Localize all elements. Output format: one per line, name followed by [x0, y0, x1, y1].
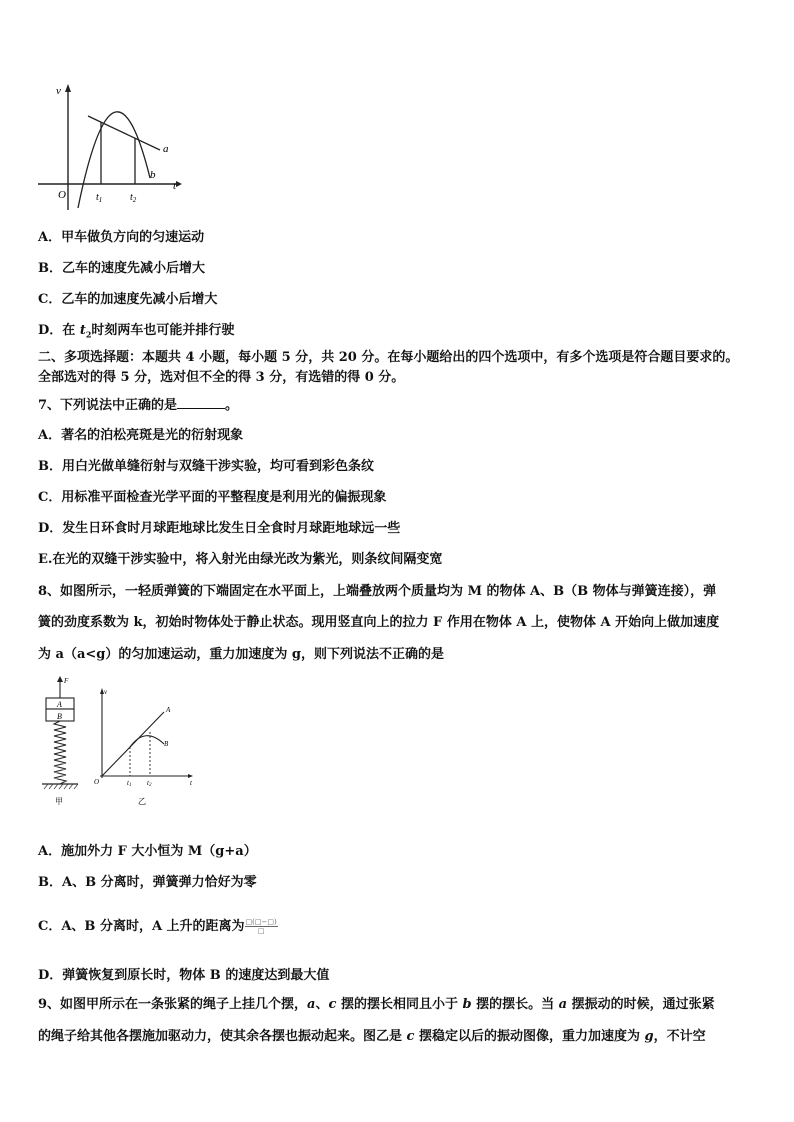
- force-arrow-head: [57, 676, 63, 682]
- graph2-origin: O: [94, 778, 100, 786]
- graph2-tick-t1: t1: [127, 779, 132, 788]
- q8-option-b: B．A、B 分离时，弹簧弹力恰好为零: [38, 875, 257, 890]
- q7-option-e: E.在光的双缝干涉实验中，将入射光由绿光改为紫光，则条纹间隔变宽: [38, 552, 443, 567]
- curve-B-label: B: [164, 740, 169, 748]
- graph2-t-label: t: [190, 779, 192, 787]
- label-a: a: [163, 143, 169, 155]
- origin-label: O: [58, 189, 66, 201]
- q6-option-a: A．甲车做负方向的匀速运动: [38, 230, 205, 245]
- caption-yi: 乙: [138, 797, 146, 806]
- block-a-label: A: [57, 700, 62, 709]
- q8-stem-line3: 为 a（a<g）的匀加速运动，重力加速度为 g，则下列说法不正确的是: [38, 647, 444, 662]
- q9-line2: 的绳子给其他各摆施加驱动力，使其余各摆也振动起来。图乙是 c 摆稳定以后的振动图像，重力加速度为 g，不计空: [38, 1029, 706, 1044]
- q7-option-a: A．著名的泊松亮斑是光的衍射现象: [38, 428, 244, 443]
- graph2-tick-t2: t2: [147, 779, 152, 788]
- q9-line1: 9、如图甲所示在一条张紧的绳子上挂几个摆，a、c 摆的摆长相同且小于 b 摆的摆长。当 a 摆振动的时候，通过张紧: [38, 997, 715, 1012]
- q6-option-c: C．乙车的加速度先减小后增大: [38, 292, 218, 307]
- curve-B: [130, 736, 164, 747]
- force-label: F: [64, 677, 69, 685]
- fraction-image: $\frac{□(□-□)}{□}$: [245, 918, 277, 935]
- q7-option-c: C．用标准平面检查光学平面的平整程度是利用光的偏振现象: [38, 490, 387, 505]
- t-axis-arrow: [176, 181, 182, 187]
- tick-t1: $t_1$: [96, 192, 103, 204]
- ground-hatching: [44, 784, 78, 789]
- t-axis-label: t: [173, 180, 177, 192]
- graph2-t-axis-arrow: [188, 774, 193, 778]
- section2-instruction-line1: 二、多项选择题：本题共 4 小题，每小题 5 分，共 20 分。在每小题给出的四个选项中，有多个选项是符合题目要求的。: [38, 350, 739, 365]
- q8-stem-line2: 簧的劲度系数为 k，初始时物体处于静止状态。现用竖直向上的拉力 F 作用在物体 A 上，使物体 A 开始向上做加速度: [38, 615, 720, 630]
- v-axis-label: v: [56, 85, 61, 97]
- graph2-v-label: v: [104, 688, 108, 696]
- q6-option-b: B．乙车的速度先减小后增大: [38, 261, 205, 276]
- q7-option-d: D．发生日环食时月球距地球比发生日全食时月球距地球远一些: [38, 521, 401, 536]
- caption-jia: 甲: [55, 797, 63, 806]
- tick-t2: $t_2$: [130, 192, 137, 204]
- q8-option-d: D．弹簧恢复到原长时，物体 B 的速度达到最大值: [38, 968, 330, 983]
- vt-graph-figure: [30, 80, 190, 220]
- spring-figure: [30, 672, 210, 810]
- v-axis-arrow: [65, 84, 71, 92]
- spring: [54, 721, 66, 784]
- q7-stem: 7、下列说法中正确的是 。: [38, 398, 239, 413]
- q8-option-c: C．A、B 分离时，A 上升的距离为 $\frac{□(□-□)}{□}$: [38, 918, 277, 935]
- q7-option-b: B．用白光做单缝衍射与双缝干涉实验，均可看到彩色条纹: [38, 459, 374, 474]
- curve-A-label: A: [166, 706, 171, 714]
- curve-b: [78, 112, 150, 208]
- block-b-label: B: [57, 712, 62, 721]
- answer-blank: [177, 396, 225, 409]
- label-b: b: [150, 169, 156, 181]
- q8-stem-line1: 8、如图所示，一轻质弹簧的下端固定在水平面上，上端叠放两个质量均为 M 的物体 A、B（B 物体与弹簧连接），弹: [38, 584, 717, 599]
- q8-option-a: A．施加外力 F 大小恒为 M（g+a）: [38, 844, 257, 859]
- q6-option-d: D．在 $t_2$时刻两车也可能并排行驶: [38, 323, 235, 340]
- section2-instruction-line2: 全部选对的得 5 分，选对但不全的得 3 分，有选错的得 0 分。: [38, 370, 405, 385]
